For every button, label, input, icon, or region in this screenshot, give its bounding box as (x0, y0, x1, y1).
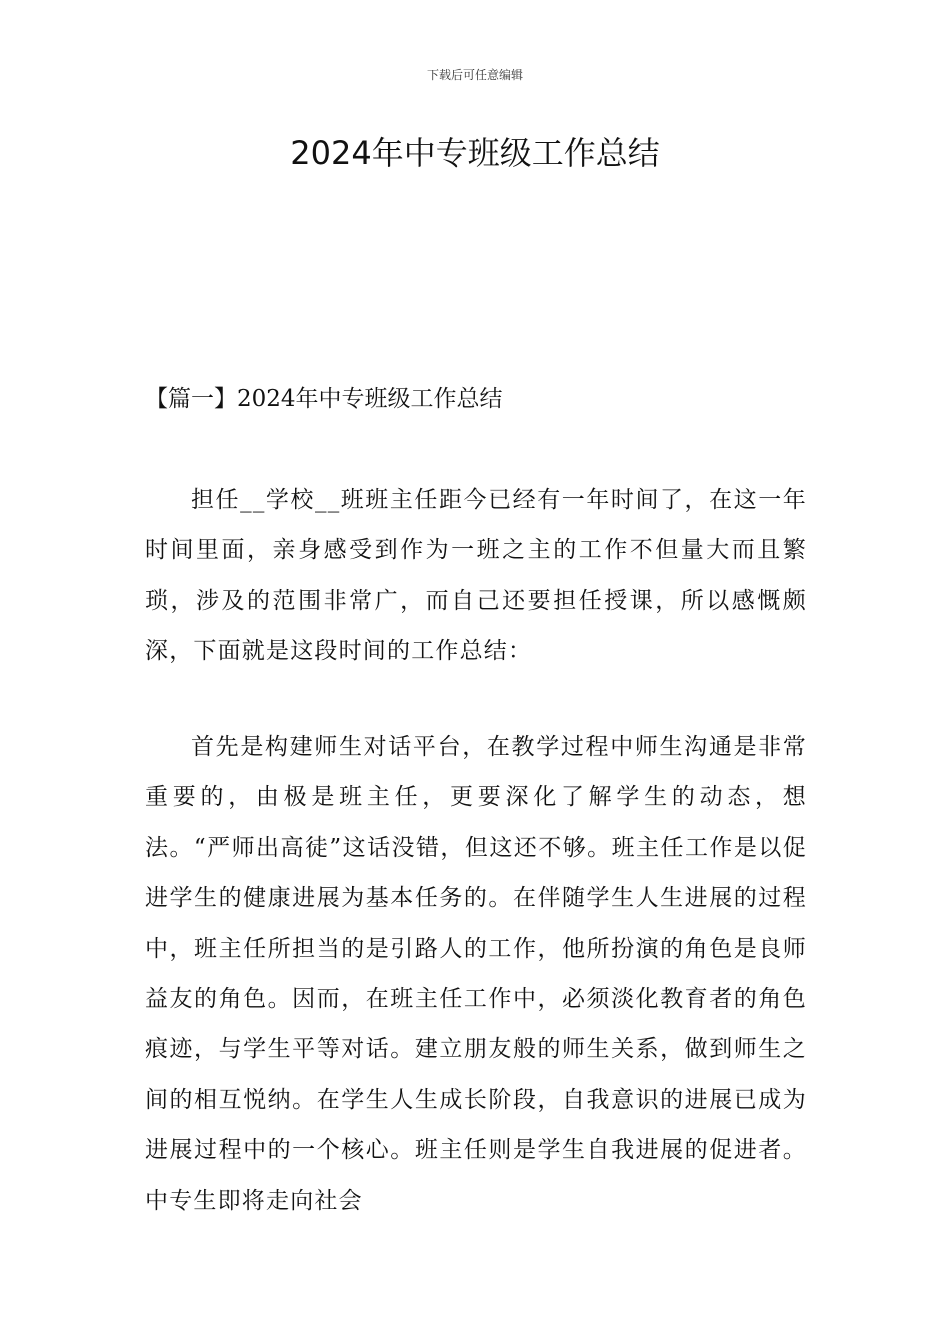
header-note: 下载后可任意编辑 (426, 68, 523, 82)
document-title: 2024年中专班级工作总结 (290, 134, 660, 172)
section-heading: 【篇一】2024年中专班级工作总结 (145, 386, 503, 412)
paragraph-1: 担任__学校__班班主任距今已经有一年时间了，在这一年时间里面，亲身感受到作为一班之主的工作不但量大而且繁琐，涉及的范围非常广，而自己还要担任授课，所以感慨颇深，下面就是这段时间的工作总结： (145, 487, 807, 665)
paragraph-2: 首先是构建师生对话平台，在教学过程中师生沟通是非常重要的，由极是班主任，更要深化了解学生的动态，想法。“严师出高徒”这话没错，但这还不够。班主任工作是以促进学生的健康进展为基本任务的。在伴随学生人生进展的过程中，班主任所担当的是引路人的工作，他所扮演的角色是良师益友的角色。因而，在班主任工作中，必须淡化教育者的角色痕迹，与学生平等对话。建立朋友般的师生关系，做到师生之间的相互悦纳。在学生人生成长阶段，自我意识的进展已成为进展过程中的一个核心。班主任则是学生自我进展的促进者。中专生即将走向社会 (145, 734, 807, 1214)
